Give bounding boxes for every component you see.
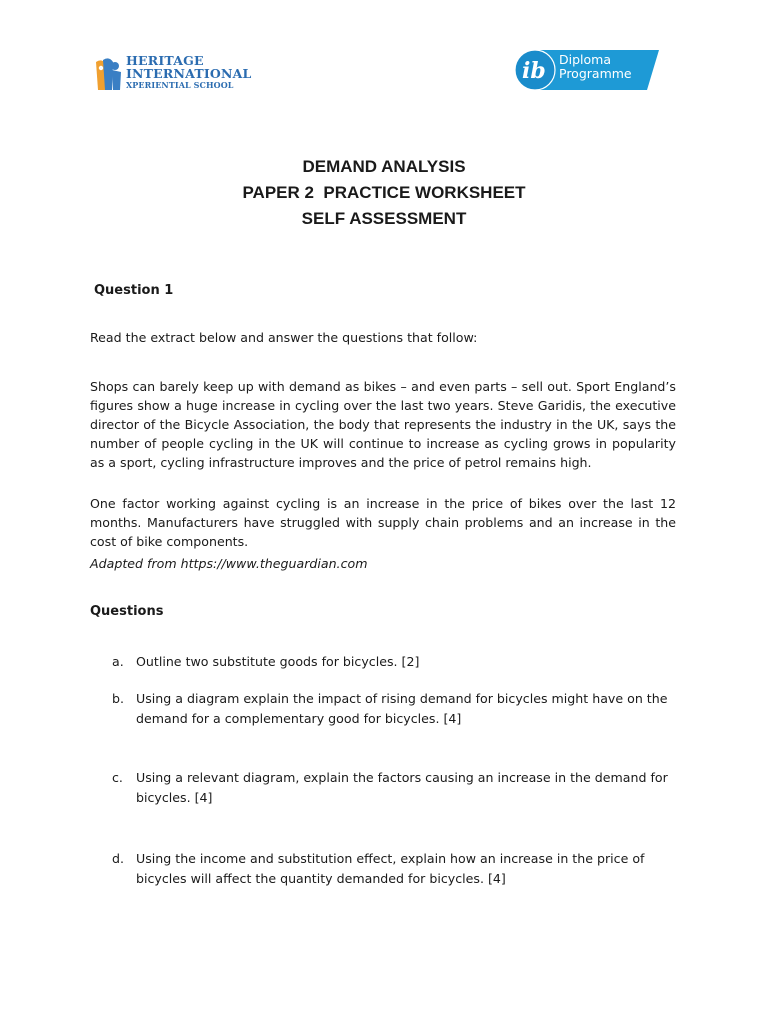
extract-paragraph-1: Shops can barely keep up with demand as bikes – and even parts – sell out. Sport England’s figures show a huge increase in cycling over the last two years. Steve Garidis, the executive director of the Bicycle Association, the body that represents the industry in the UK, says the number of people cycling in the UK will continue to increase as cycling grows in popularity as a sport, cycling infrastructure improves and the price of petrol remains high. <box>90 379 676 470</box>
school-emblem-icon <box>94 56 124 92</box>
school-logo-line2: INTERNATIONAL <box>126 66 252 81</box>
ib-diploma-logo <box>513 46 663 94</box>
question-letter: a. <box>112 654 124 669</box>
extract-paragraph-2: One factor working against cycling is an increase in the price of bikes over the last 12 months. Manufacturers have struggled with supply chain problems and an increase in the cost of bike components. <box>90 496 676 549</box>
question1-instruction: Read the extract below and answer the questions that follow: <box>90 330 478 345</box>
title-line3: SELF ASSESSMENT <box>301 209 467 228</box>
school-logo-line1: HERITAGE <box>126 53 204 68</box>
ib-logo-line1: Diploma <box>559 52 611 67</box>
question-text: Using a relevant diagram, explain the factors causing an increase in the demand for bicycles. [4] <box>136 770 668 805</box>
question1-heading: Question 1 <box>94 283 174 298</box>
school-logo-line3: XPERIENTIAL SCHOOL <box>126 80 234 90</box>
title-line1: DEMAND ANALYSIS <box>302 157 466 176</box>
question-letter: d. <box>112 851 124 866</box>
question-text: Outline two substitute goods for bicycles. [2] <box>136 654 420 669</box>
question-text: Using the income and substitution effect, explain how an increase in the price of bicycles will affect the quantity demanded for bicycles. [4] <box>136 851 645 886</box>
extract-source: Adapted from https://www.theguardian.com <box>90 556 368 571</box>
question-letter: c. <box>112 770 123 785</box>
question-text: Using a diagram explain the impact of rising demand for bicycles might have on the demand for a complementary good for bicycles. [4] <box>136 691 668 726</box>
question-letter: b. <box>112 691 124 706</box>
questions-heading: Questions <box>90 604 164 619</box>
worksheet-title <box>0 154 768 232</box>
school-logo <box>94 53 252 94</box>
svg-text:ib: ib <box>522 58 546 84</box>
title-line2: PAPER 2 PRACTICE WORKSHEET <box>242 183 526 202</box>
ib-logo-line2: Programme <box>559 66 632 81</box>
